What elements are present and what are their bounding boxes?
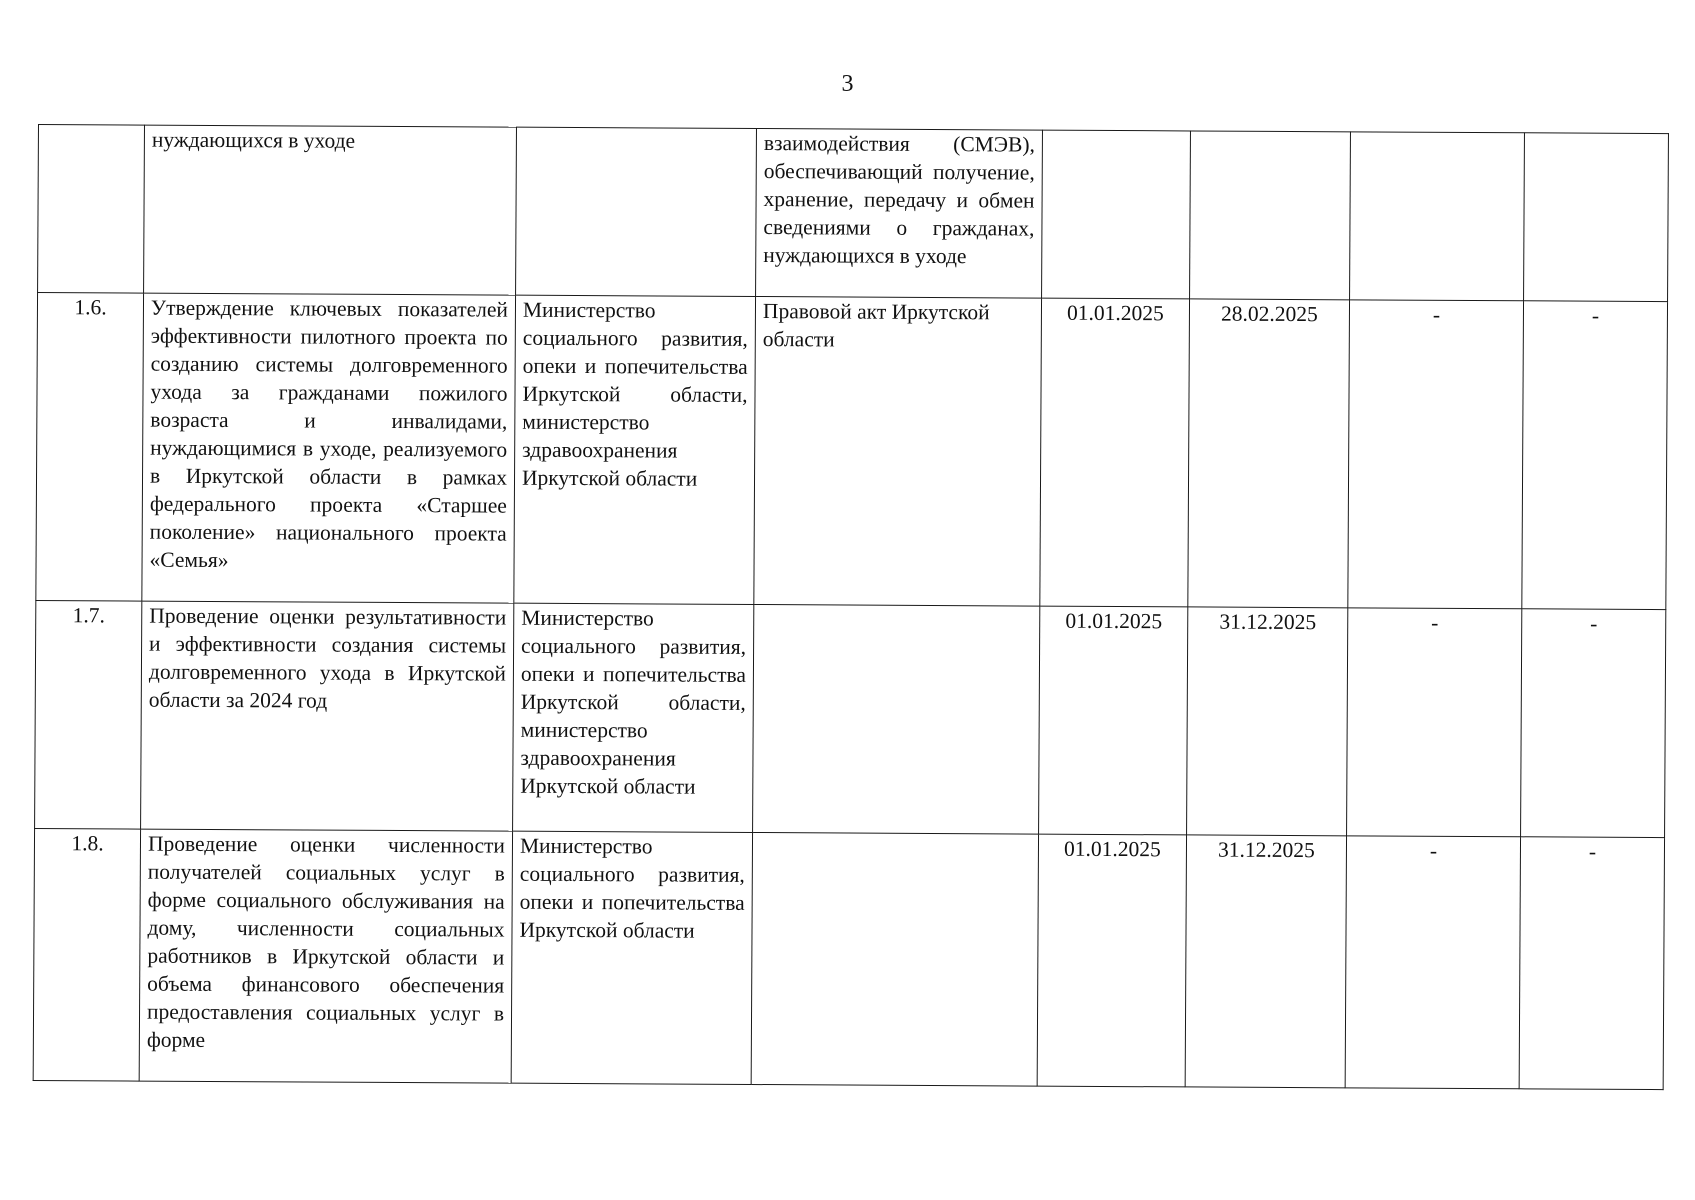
plan-table	[33, 124, 1669, 1090]
cell-event: нуждающихся в уходе	[144, 125, 517, 295]
cell-start-date: 01.01.2025	[1039, 606, 1188, 835]
cell-result: Правовой акт Иркутской области	[754, 297, 1042, 607]
cell-col7: -	[1348, 300, 1524, 609]
cell-executor	[516, 127, 757, 296]
cell-start-date: 01.01.2025	[1037, 834, 1186, 1087]
cell-col7: -	[1345, 836, 1520, 1089]
cell-col7	[1350, 132, 1525, 301]
cell-num: 1.6.	[36, 293, 144, 602]
cell-col8: -	[1521, 609, 1666, 838]
page-number: 3	[841, 71, 854, 97]
cell-col7: -	[1347, 608, 1522, 837]
table-row	[36, 293, 1668, 610]
table-row	[33, 828, 1664, 1089]
cell-result	[751, 833, 1038, 1087]
cell-executor: Министерство социального развития, опеки и попечительства Иркутской области, министерство здравоохранения Иркутской области	[513, 603, 754, 832]
cell-executor: Министерство социального развития, опеки и попечительства Иркутской области, министерство здравоохранения Иркутской области	[514, 295, 756, 604]
cell-col8	[1524, 133, 1669, 302]
cell-end-date: 28.02.2025	[1188, 299, 1350, 608]
cell-num	[38, 125, 145, 294]
cell-start-date	[1042, 130, 1191, 299]
cell-result: взаимодействия (СМЭВ), обеспечивающий получение, хранение, передачу и обмен сведениями о гражданах, нуждающихся в уходе	[756, 129, 1043, 299]
cell-event: Утверждение ключевых показателей эффективности пилотного проекта по созданию системы долговременного ухода за гражданами пожилого возраста и инвалидами, нуждающимися в уходе, реализуемого в Иркутской области в рамках федерального проекта «Старшее поколение» национального проекта «Семья»	[142, 293, 516, 603]
cell-num: 1.8.	[33, 828, 140, 1081]
cell-col8: -	[1522, 301, 1668, 610]
cell-event: Проведение оценки результативности и эффективности создания системы долговременного ухода в Иркутской области за 2024 год	[141, 601, 514, 831]
cell-col8: -	[1519, 837, 1664, 1090]
cell-start-date: 01.01.2025	[1040, 298, 1190, 607]
cell-result	[753, 605, 1040, 835]
cell-executor: Министерство социального развития, опеки и попечительства Иркутской области	[511, 831, 752, 1084]
table-row	[35, 600, 1666, 837]
table-row-continuation	[38, 125, 1669, 302]
cell-end-date	[1190, 131, 1351, 300]
cell-end-date: 31.12.2025	[1185, 835, 1346, 1088]
cell-event: Проведение оценки численности получателей социальных услуг в форме социального обслуживания на дому, численности социальных работников в Иркутской области и объема финансового обеспечения предоставления социальных услуг в форме	[139, 829, 512, 1083]
cell-end-date: 31.12.2025	[1187, 607, 1348, 836]
cell-num: 1.7.	[35, 600, 142, 829]
